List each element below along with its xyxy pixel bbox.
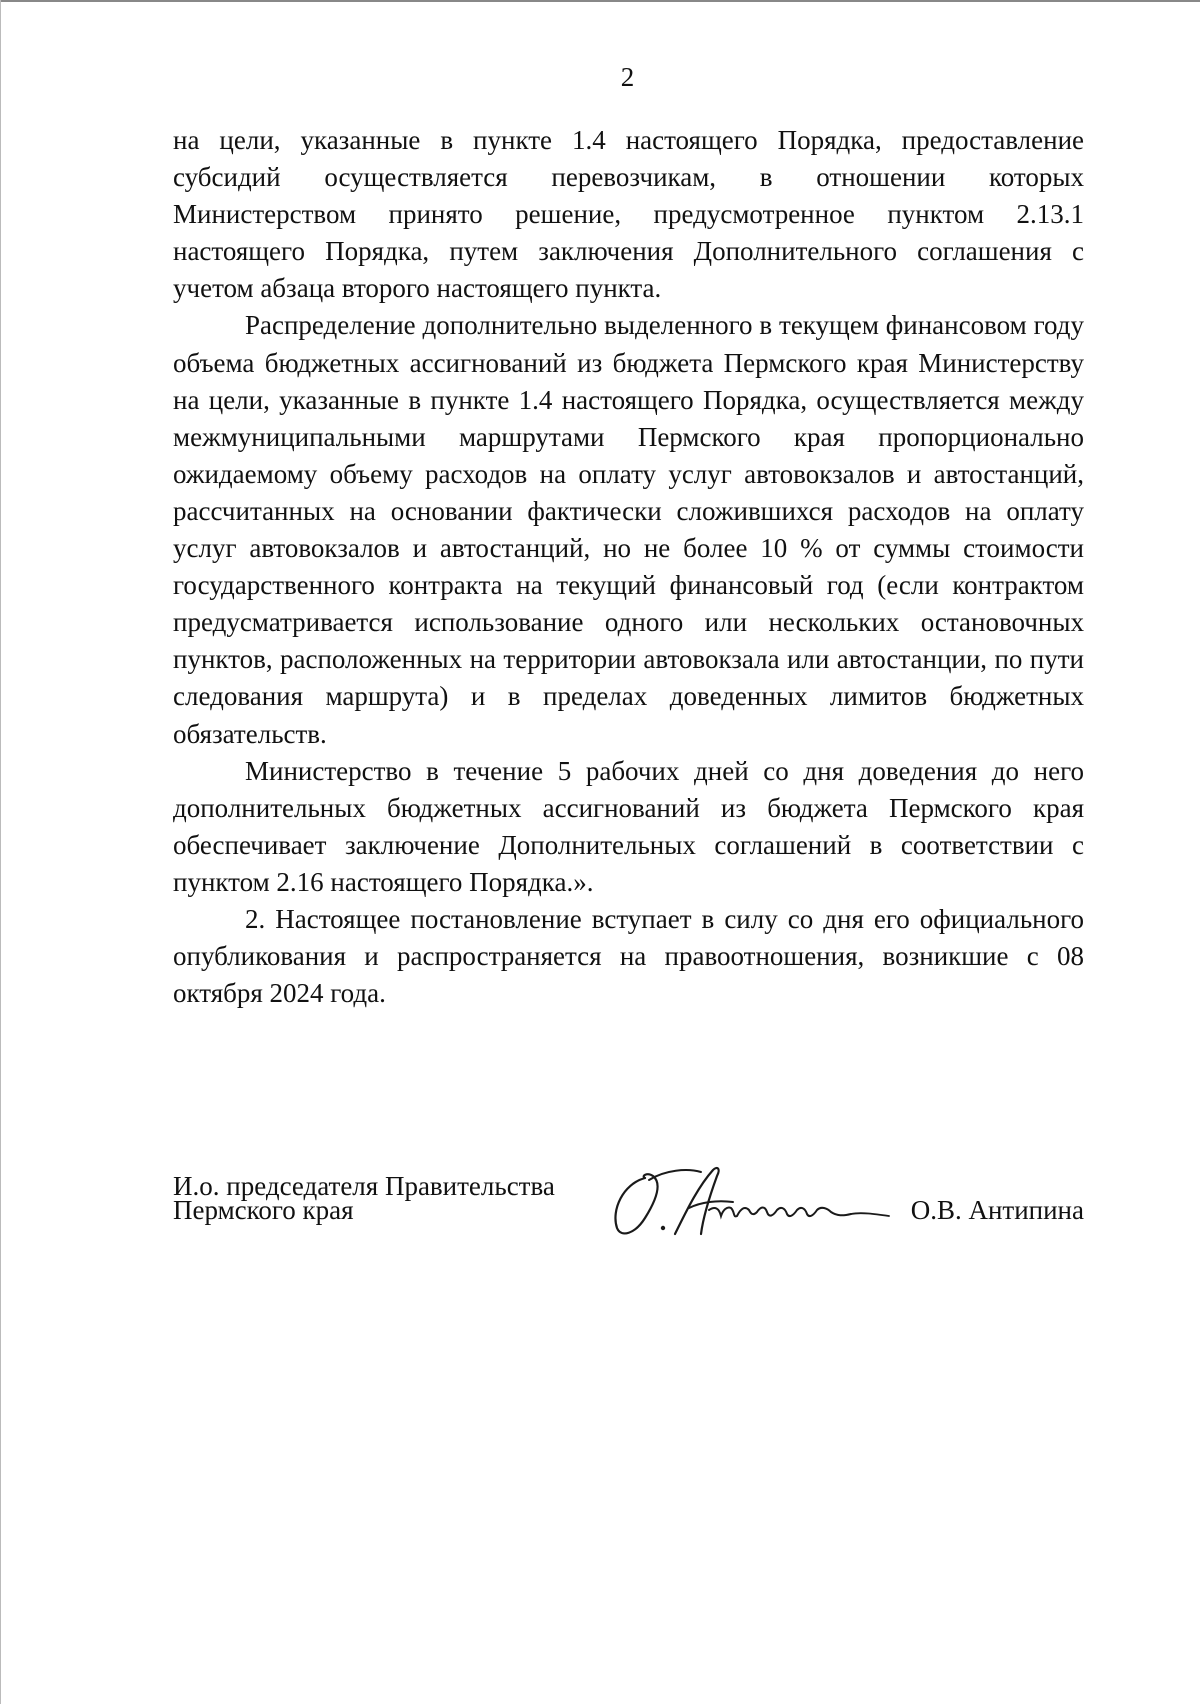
- scan-left-edge: [0, 0, 1, 1704]
- paragraph-distribution: Распределение дополнительно выделенного в текущем финансовом году объема бюджетных ассигнований из бюджета Пермского края Министерству на цели, указанные в пункте 1.4 настоящего Порядка, осуществляется между межмуниципальными маршрутами Пермского края пропорционально ожидаемому объему расходов на оплату услуг автовокзалов и автостанций, рассчитанных на основании фактически сложившихся расходов на оплату услуг автовокзалов и автостанций, но не более 10 % от суммы стоимости государственного контракта на текущий финансовый год (если контрактом предусматривается использование одного или нескольких остановочных пунктов, расположенных на территории автовокзала или автостанции, по пути следования маршрута) и в пределах доведенных лимитов бюджетных обязательств.: [173, 310, 1084, 749]
- handwritten-signature: [605, 1158, 895, 1242]
- page-number: 2: [620, 62, 635, 92]
- document-body: [173, 122, 1084, 1012]
- signer-position: [173, 1171, 593, 1225]
- scan-top-edge: [0, 0, 1200, 2]
- paragraph-continuation: на цели, указанные в пункте 1.4 настоящего Порядка, предоставление субсидий осуществляется перевозчикам, в отношении которых Министерством принято решение, предусмотренное пунктом 2.13.1 настоящего Порядка, путем заключения Дополнительного соглашения с учетом абзаца второго настоящего пункта.: [173, 125, 1084, 304]
- signer-name: О.В. Антипина: [910, 1195, 1084, 1225]
- signer-position-line2: Пермского края: [173, 1195, 354, 1225]
- paragraph-effective-date: 2. Настоящее постановление вступает в силу со дня его официального опубликования и распространяется на правоотношения, возникшие с 08 октября 2024 года.: [173, 903, 1084, 1009]
- signer-position-line1: И.о. председателя Правительства: [173, 1171, 555, 1201]
- signature-block: [173, 1171, 1084, 1254]
- paragraph-ministry: Министерство в течение 5 рабочих дней со дня доведения до него дополнительных бюджетных ассигнований из бюджета Пермского края обеспечивает заключение Дополнительных соглашений в соответствии с пунктом 2.16 настоящего Порядка.».: [173, 755, 1084, 897]
